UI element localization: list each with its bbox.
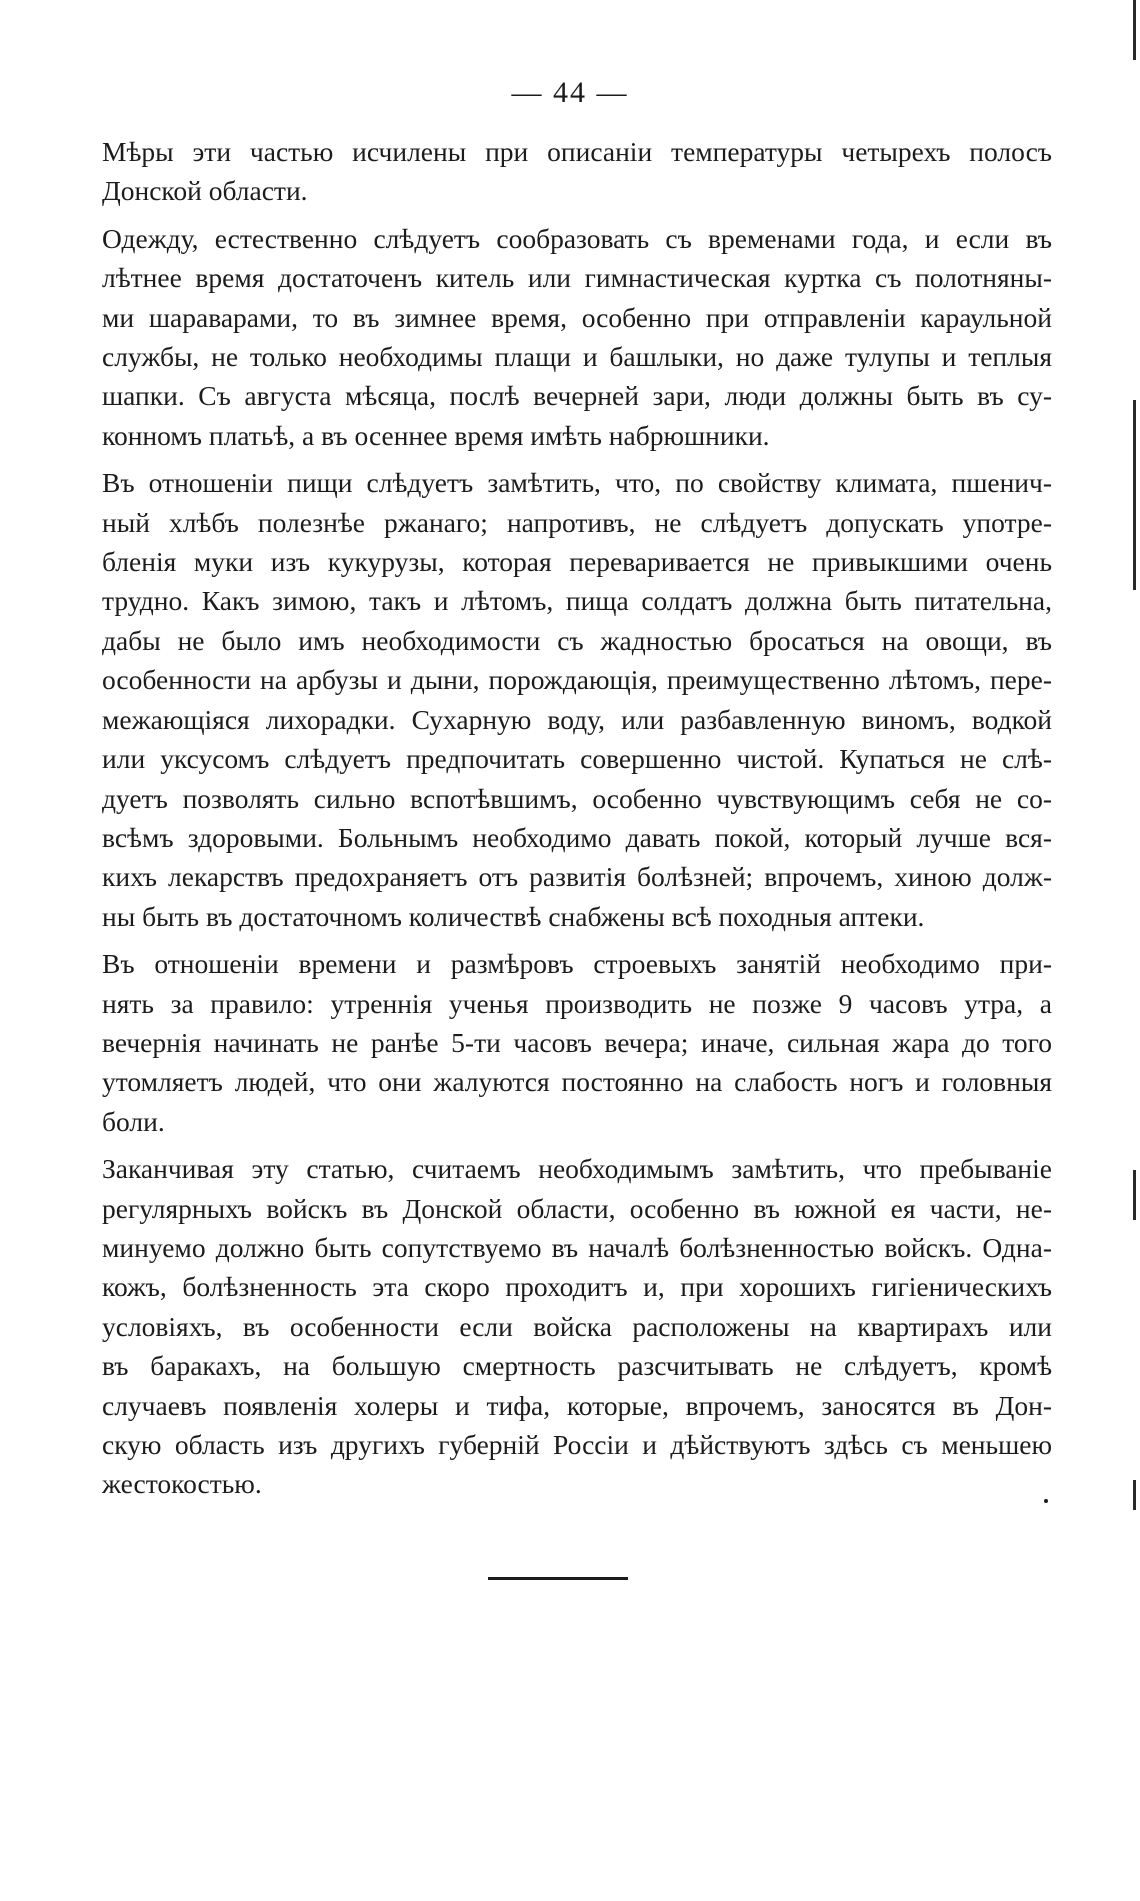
text-line: скую область изъ другихъ губерній Россіи и дѣйствуютъ здѣсь съ меньшею: [102, 1429, 1052, 1460]
text-line: боли.: [102, 1105, 165, 1137]
scan-edge-mark: [1133, 1170, 1136, 1220]
text-line: Въ отношеніи времени и размѣровъ строевыхъ занятій необходимо при-: [102, 948, 1052, 980]
text-line: ный хлѣбъ полезнѣе ржанаго; напротивъ, не слѣдуетъ допускать употре-: [102, 506, 1052, 538]
text-line: минуемо должно быть сопутствуемо въ началѣ болѣзненностью войскъ. Одна-: [102, 1231, 1052, 1263]
text-line: утомляетъ людей, что они жалуются постоянно на слабость ногъ и головныя: [102, 1066, 1052, 1098]
paragraph-3: [102, 463, 1052, 936]
text-line: конномъ платьѣ, а въ осеннее время имѣть набрюшники.: [102, 419, 770, 451]
ink-speck: [1044, 1499, 1048, 1503]
body-text: [102, 132, 1052, 1512]
text-line: Одежду, естественно слѣдуетъ сообразовать съ временами года, и если въ: [102, 222, 1052, 254]
text-line: нять за правило: утреннія ученья производить не позже 9 часовъ утра, а: [102, 987, 1052, 1019]
text-line: Въ отношеніи пищи слѣдуетъ замѣтить, что, по свойству климата, пшенич-: [102, 467, 1052, 499]
text-line: службы, не только необходимы плащи и башлыки, но даже тулупы и теплыя: [102, 341, 1052, 373]
text-line: межающіяся лихорадки. Сухарную воду, или разбавленную виномъ, водкой: [102, 703, 1052, 735]
page-number: — 44 —: [511, 76, 629, 109]
text-line: условіяхъ, въ особенности если войска расположены на квартирахъ или: [102, 1310, 1052, 1342]
text-line: жестокостью.: [102, 1468, 262, 1500]
text-line: всѣмъ здоровыми. Больнымъ необходимо давать покой, который лучше вся-: [102, 821, 1052, 853]
paragraph-2: [102, 219, 1052, 455]
text-line: случаевъ появленія холеры и тифа, которые, впрочемъ, заносятся въ Дон-: [102, 1389, 1052, 1421]
text-line: ми шараварами, то въ зимнее время, особенно при отправленіи караульной: [102, 301, 1052, 333]
scan-edge-mark: [1133, 1480, 1136, 1510]
scan-edge-mark: [1133, 0, 1136, 60]
text-line: регулярныхъ войскъ въ Донской области, особенно въ южной ея части, не-: [102, 1192, 1052, 1224]
text-line: кихъ лекарствъ предохраняетъ отъ развитія болѣзней; впрочемъ, хиною долж-: [102, 861, 1052, 893]
text-line: бленія муки изъ кукурузы, которая переваривается не привыкшими очень: [102, 546, 1052, 578]
text-line: Донской области.: [102, 175, 308, 207]
text-line: особенности на арбузы и дыни, порождающія, преимущественно лѣтомъ, пере-: [102, 664, 1052, 696]
text-line: ны быть въ достаточномъ количествѣ снабжены всѣ походныя аптеки.: [102, 900, 925, 932]
text-line: Заканчивая эту статью, считаемъ необходимымъ замѣтить, что пребываніе: [102, 1153, 1052, 1185]
end-rule: [488, 1577, 628, 1580]
text-line: вечернія начинать не ранѣе 5-ти часовъ вечера; иначе, сильная жара до того: [102, 1026, 1052, 1058]
text-line: кожъ, болѣзненность эта скоро проходитъ и, при хорошихъ гигіеническихъ: [102, 1271, 1052, 1303]
paragraph-4: [102, 944, 1052, 1141]
paragraph-5: [102, 1149, 1052, 1504]
text-line: въ баракахъ, на большую смертность разсчитывать не слѣдуетъ, кромѣ: [102, 1350, 1052, 1382]
text-line: или уксусомъ слѣдуетъ предпочитать совершенно чистой. Купаться не слѣ-: [102, 743, 1052, 775]
text-line: трудно. Какъ зимою, такъ и лѣтомъ, пища солдатъ должна быть питательна,: [102, 585, 1052, 617]
paragraph-1: [102, 132, 1052, 211]
text-line: шапки. Съ августа мѣсяца, послѣ вечерней зари, люди должны быть въ су-: [102, 380, 1052, 412]
text-line: лѣтнее время достаточенъ китель или гимнастическая куртка съ полотняны-: [102, 262, 1052, 294]
text-line: дабы не было имъ необходимости съ жадностью бросаться на овощи, въ: [102, 624, 1052, 656]
text-line: дуетъ позволять сильно вспотѣвшимъ, особенно чувствующимъ себя не со-: [102, 782, 1052, 814]
text-line: Мѣры эти частью исчилены при описаніи температуры четырехъ полосъ: [102, 136, 1052, 167]
scan-edge-mark: [1133, 400, 1136, 590]
